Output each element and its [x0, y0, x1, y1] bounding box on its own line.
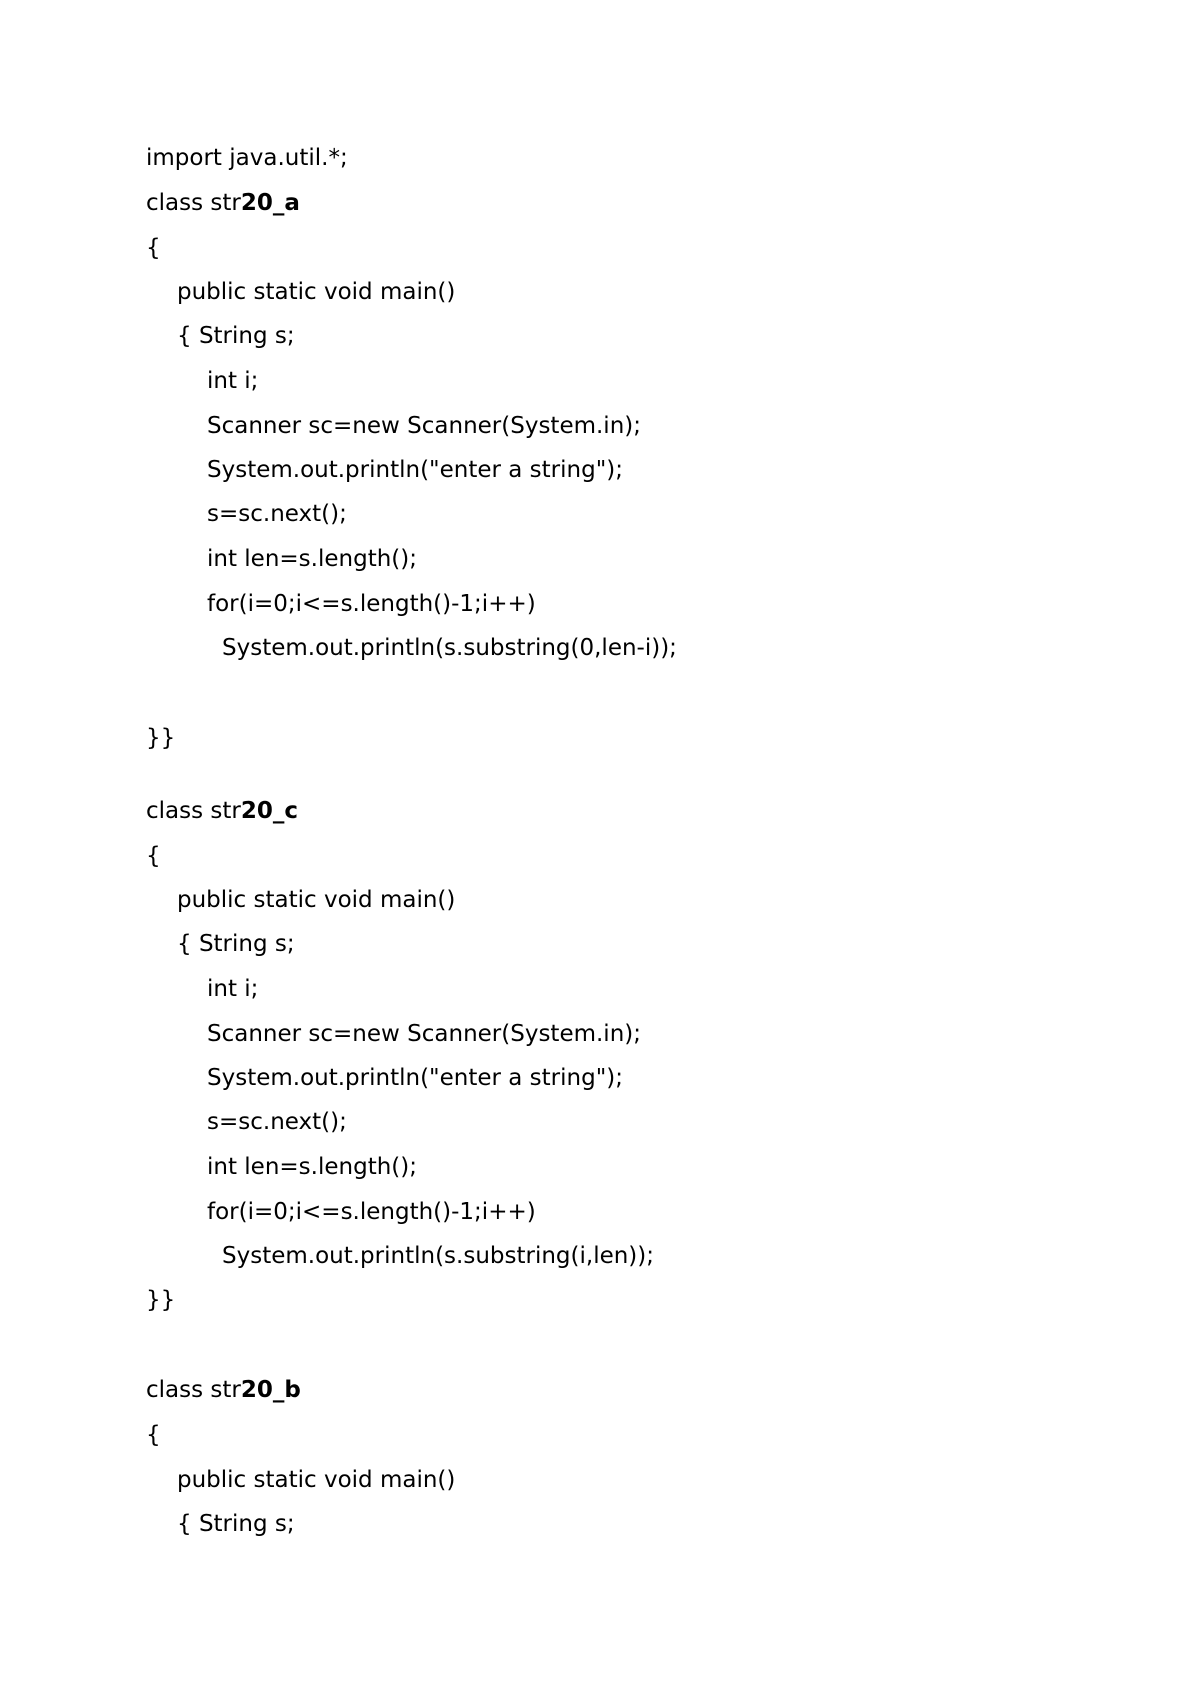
code-line: {: [146, 235, 161, 261]
code-line: }}: [146, 1287, 176, 1313]
class-keyword: class str: [146, 190, 241, 216]
code-line: { String s;: [177, 1511, 295, 1537]
code-line: int i;: [207, 368, 259, 394]
class-declaration: [146, 796, 298, 826]
code-line: System.out.println("enter a string");: [207, 1065, 624, 1091]
class-name-bold: 20_c: [240, 798, 299, 824]
code-line: for(i=0;i<=s.length()-1;i++): [207, 591, 536, 617]
code-line: System.out.println(s.substring(0,len-i));: [222, 635, 677, 661]
code-line: {: [146, 843, 161, 869]
class-declaration: [146, 1375, 301, 1405]
class-keyword: class str: [146, 1377, 241, 1403]
code-line: import java.util.*;: [146, 145, 348, 171]
code-line: int len=s.length();: [207, 1154, 417, 1180]
code-line: {: [146, 1422, 161, 1448]
code-line: s=sc.next();: [207, 1109, 347, 1135]
code-line: System.out.println(s.substring(i,len));: [222, 1243, 655, 1269]
code-line: { String s;: [177, 323, 295, 349]
code-line: for(i=0;i<=s.length()-1;i++): [207, 1199, 536, 1225]
code-line: { String s;: [177, 931, 295, 957]
code-line: System.out.println("enter a string");: [207, 457, 624, 483]
code-line: Scanner sc=new Scanner(System.in);: [207, 413, 642, 439]
code-line: public static void main(): [177, 887, 456, 913]
class-name-bold: 20_a: [240, 190, 300, 216]
code-line: }}: [146, 725, 176, 751]
code-line: public static void main(): [177, 279, 456, 305]
class-declaration: [146, 188, 300, 218]
code-line: s=sc.next();: [207, 501, 347, 527]
class-keyword: class str: [146, 798, 241, 824]
code-line: public static void main(): [177, 1467, 456, 1493]
class-name-bold: 20_b: [240, 1377, 301, 1403]
code-line: Scanner sc=new Scanner(System.in);: [207, 1021, 642, 1047]
code-line: int len=s.length();: [207, 546, 417, 572]
code-line: int i;: [207, 976, 259, 1002]
